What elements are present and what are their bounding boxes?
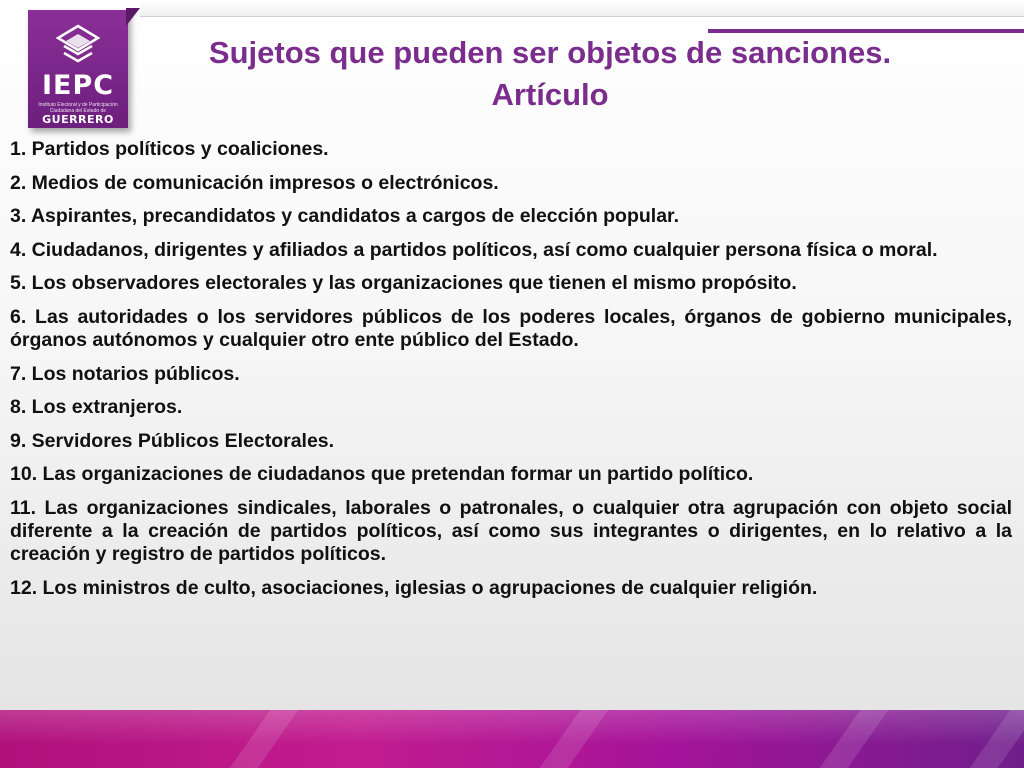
logo-subtext: Instituto Electoral y de Participación Ciudadana del Estado de	[38, 102, 118, 114]
list-item: 4. Ciudadanos, dirigentes y afiliados a partidos políticos, así como cualquier persona física o moral.	[10, 238, 938, 261]
list-item: 5. Los observadores electorales y las organizaciones que tienen el mismo propósito.	[10, 272, 797, 295]
list-item: 8. Los extranjeros.	[10, 396, 183, 419]
list-item: 3. Aspirantes, precandidatos y candidatos a cargos de elección popular.	[10, 205, 679, 228]
logo-text: IEPC	[41, 70, 115, 101]
list-item: 7. Los notarios públicos.	[10, 362, 240, 385]
sanctions-list	[10, 138, 1012, 610]
logo-city: GUERRERO	[42, 113, 114, 126]
iepc-logo	[28, 10, 128, 128]
list-item: 10. Las organizaciones de ciudadanos que pretendan formar un partido político.	[10, 463, 754, 486]
top-divider	[140, 0, 1024, 17]
list-item: 1. Partidos políticos y coaliciones.	[10, 138, 329, 160]
slide-title-line2: Artículo	[491, 77, 609, 112]
slide-title-line1: Sujetos que pueden ser objetos de sanciones.	[208, 35, 892, 70]
list-item: 9. Servidores Públicos Electorales.	[10, 429, 335, 452]
footer-shine	[0, 710, 1024, 768]
list-item: 6. Las autoridades o los servidores públicos de los poderes locales, órganos de gobierno municipales, órganos autónomos y cualquier otro ente público del Estado.	[10, 305, 1012, 351]
ballot-box-icon	[56, 24, 100, 69]
list-item: 12. Los ministros de culto, asociaciones, iglesias o agrupaciones de cualquier religión.	[10, 576, 818, 599]
footer-band	[0, 710, 1024, 768]
slide-title	[150, 32, 950, 116]
list-item: 2. Medios de comunicación impresos o electrónicos.	[10, 171, 499, 194]
list-item: 11. Las organizaciones sindicales, laborales o patronales, o cualquier otra agrupación con objeto social diferente a la creación de partidos políticos, así como sus integrantes o dirigentes, en lo relativo a la creación y registro de partidos políticos.	[10, 496, 1012, 565]
logo-fold-corner	[126, 8, 140, 26]
